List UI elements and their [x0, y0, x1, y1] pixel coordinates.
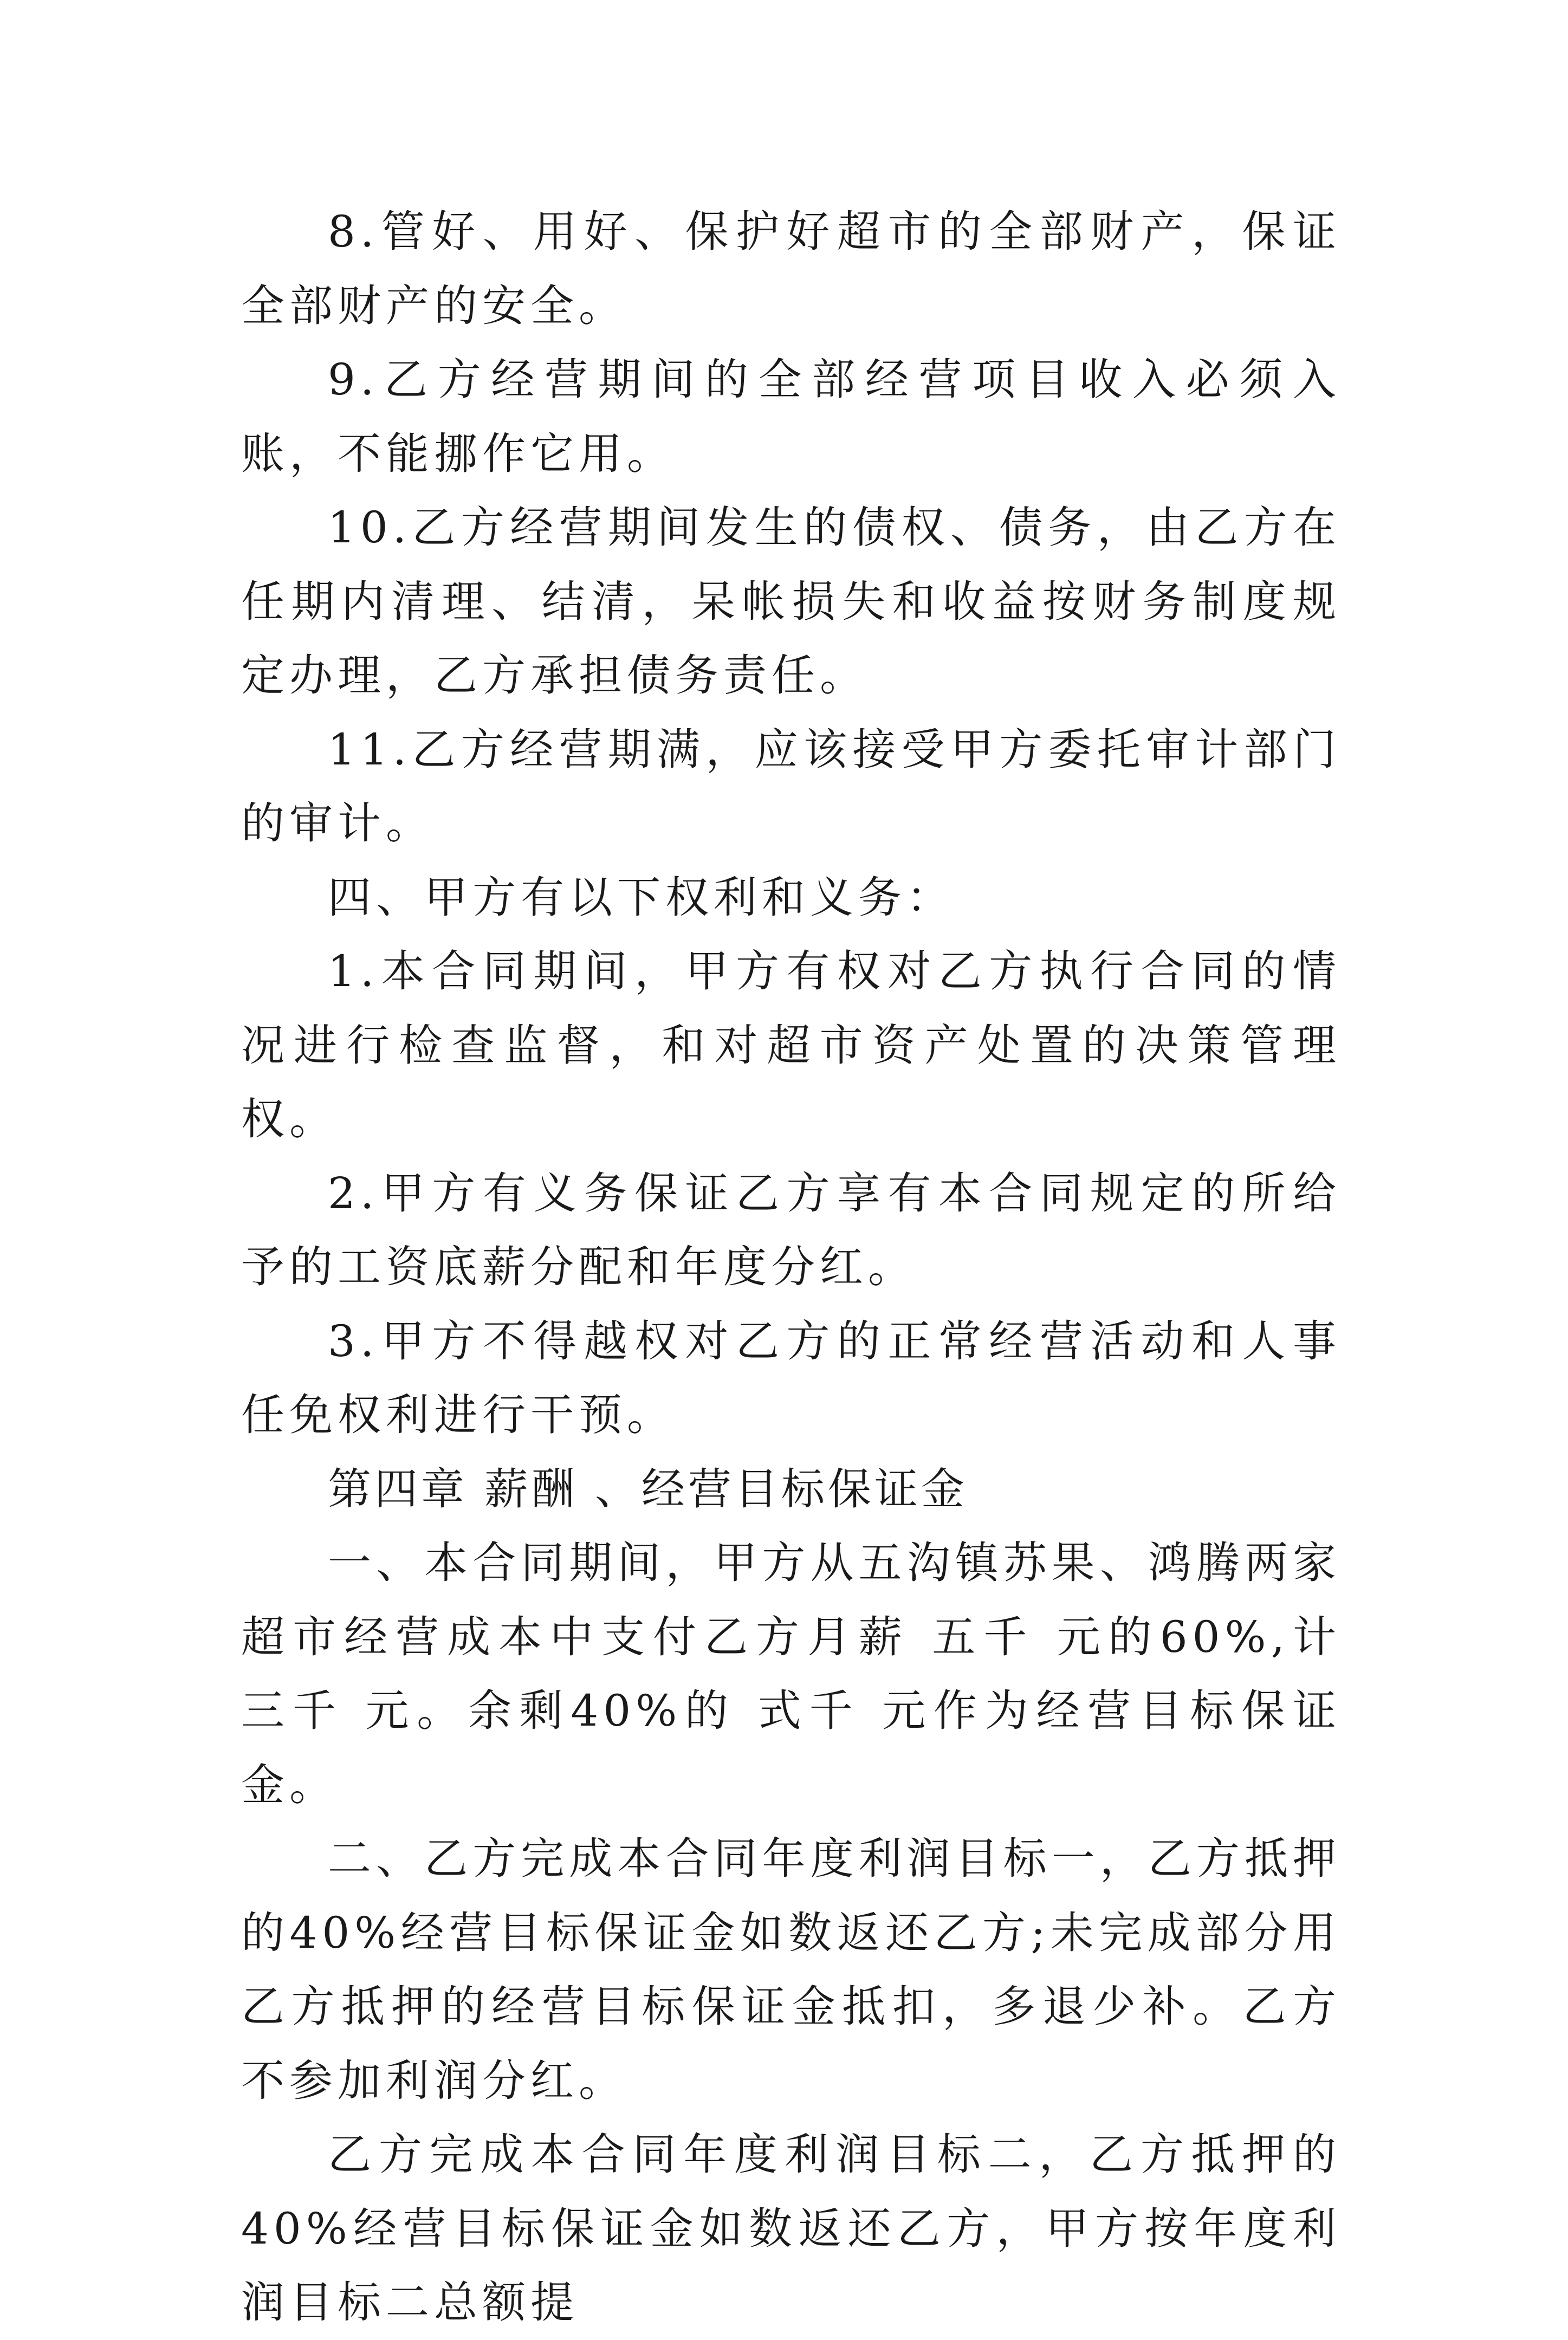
compensation-clause-1: 一、本合同期间，甲方从五沟镇苏果、鸿腾两家超市经营成本中支付乙方月薪 五千 元的60%,计 三千 元。余剩40%的 式千 元作为经营目标保证金。 — [241, 1538, 1341, 1810]
party-a-clause-2: 2.甲方有义务保证乙方享有本合同规定的所给予的工资底薪分配和年度分红。 — [241, 1168, 1341, 1292]
clause-9: 9.乙方经营期间的全部经营项目收入必须入账，不能挪作它用。 — [241, 354, 1341, 479]
clause-11: 11.乙方经营期满，应该接受甲方委托审计部门的审计。 — [241, 724, 1341, 848]
chapter-heading-compensation: 第四章 薪酬 、经营目标保证金 — [328, 1463, 968, 1514]
clause-8: 8.管好、用好、保护好超市的全部财产，保证全部财产的安全。 — [241, 206, 1341, 331]
compensation-clause-2: 二、乙方完成本合同年度利润目标一，乙方抵押的40%经营目标保证金如数返还乙方;未完成部分用乙方抵押的经营目标保证金抵扣，多退少补。乙方不参加利润分红。 — [241, 1833, 1341, 2106]
clause-10: 10.乙方经营期间发生的债权、债务，由乙方在任期内清理、结清，呆帐损失和收益按财务制度规定办理，乙方承担债务责任。 — [241, 502, 1341, 701]
document-body — [241, 195, 1341, 2340]
party-a-clause-1: 1.本合同期间，甲方有权对乙方执行合同的情况进行检查监督，和对超市资产处置的决策管理权。 — [241, 946, 1341, 1144]
section-heading-party-a-rights: 四、甲方有以下权利和义务： — [328, 872, 955, 923]
party-a-clause-3: 3.甲方不得越权对乙方的正常经营活动和人事任免权利进行干预。 — [241, 1315, 1341, 1440]
compensation-clause-2-continued: 乙方完成本合同年度利润目标二，乙方抵押的40%经营目标保证金如数返还乙方，甲方按年度利润目标二总额提 — [241, 2129, 1341, 2328]
